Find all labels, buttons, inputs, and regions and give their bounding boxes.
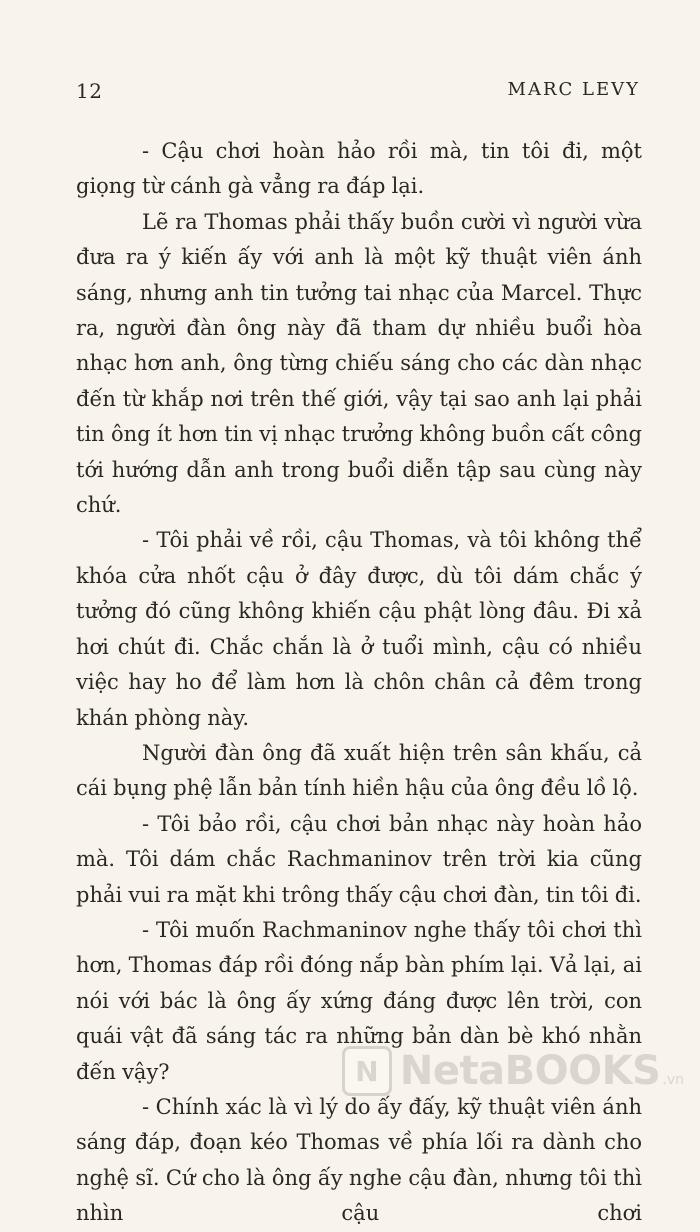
watermark-brand: NetaBOOKS [399, 1048, 661, 1094]
paragraph-4: Người đàn ông đã xuất hiện trên sân khấu, cả cái bụng phệ lẫn bản tính hiền hậu của ông đều lồ lộ. [76, 740, 642, 801]
paragraph-6: - Tôi muốn Rachmaninov nghe thấy tôi chơi thì hơn, Thomas đáp rồi đóng nắp bàn phím lại. Vả lại, ai nói với bác là ông ấy xứng đáng được lên trời, con quái vật đã sáng tác ra những bản dàn bè khó nhằn đến vậy? [76, 917, 642, 1084]
running-head: MARC LEVY [507, 79, 640, 100]
watermark [342, 1046, 684, 1096]
netabooks-logo-icon: N [342, 1046, 392, 1096]
paragraph-3: - Tôi phải về rồi, cậu Thomas, và tôi không thể khóa cửa nhốt cậu ở đây được, dù tôi dám chắc ý tưởng đó cũng không khiến cậu phật lòng đâu. Đi xả hơi chút đi. Chắc chắn là ở tuổi mình, cậu có nhiều việc hay ho để làm hơn là chôn chân cả đêm trong khán phòng này. [76, 528, 642, 730]
watermark-suffix: .vn [662, 1072, 684, 1088]
page-number: 12 [76, 79, 103, 103]
paragraph-2: Lẽ ra Thomas phải thấy buồn cười vì người vừa đưa ra ý kiến ấy với anh là một kỹ thuật viên ánh sáng, nhưng anh tin tưởng tai nhạc của Marcel. Thực ra, người đàn ông này đã tham dự nhiều buổi hòa nhạc hơn anh, ông từng chiếu sáng cho các dàn nhạc đến từ khắp nơi trên thế giới, vậy tại sao anh lại phải tin ông ít hơn tin vị nhạc trưởng không buồn cất công tới hướng dẫn anh trong buổi diễn tập sau cùng này chứ. [76, 209, 642, 518]
paragraph-5: - Tôi bảo rồi, cậu chơi bản nhạc này hoàn hảo mà. Tôi dám chắc Rachmaninov trên trời kia cũng phải vui ra mặt khi trông thấy cậu chơi đàn, tin tôi đi. [76, 811, 642, 907]
paragraph-1: - Cậu chơi hoàn hảo rồi mà, tin tôi đi, một giọng từ cánh gà vẳng ra đáp lại. [76, 139, 642, 199]
paragraph-7: - Chính xác là vì lý do ấy đấy, kỹ thuật viên ánh sáng đáp, đoạn kéo Thomas về phía lối ra dành cho nghệ sĩ. Cứ cho là ông ấy nghe cậu đàn, nhưng tôi thì nhìn cậu chơi [76, 1094, 642, 1226]
